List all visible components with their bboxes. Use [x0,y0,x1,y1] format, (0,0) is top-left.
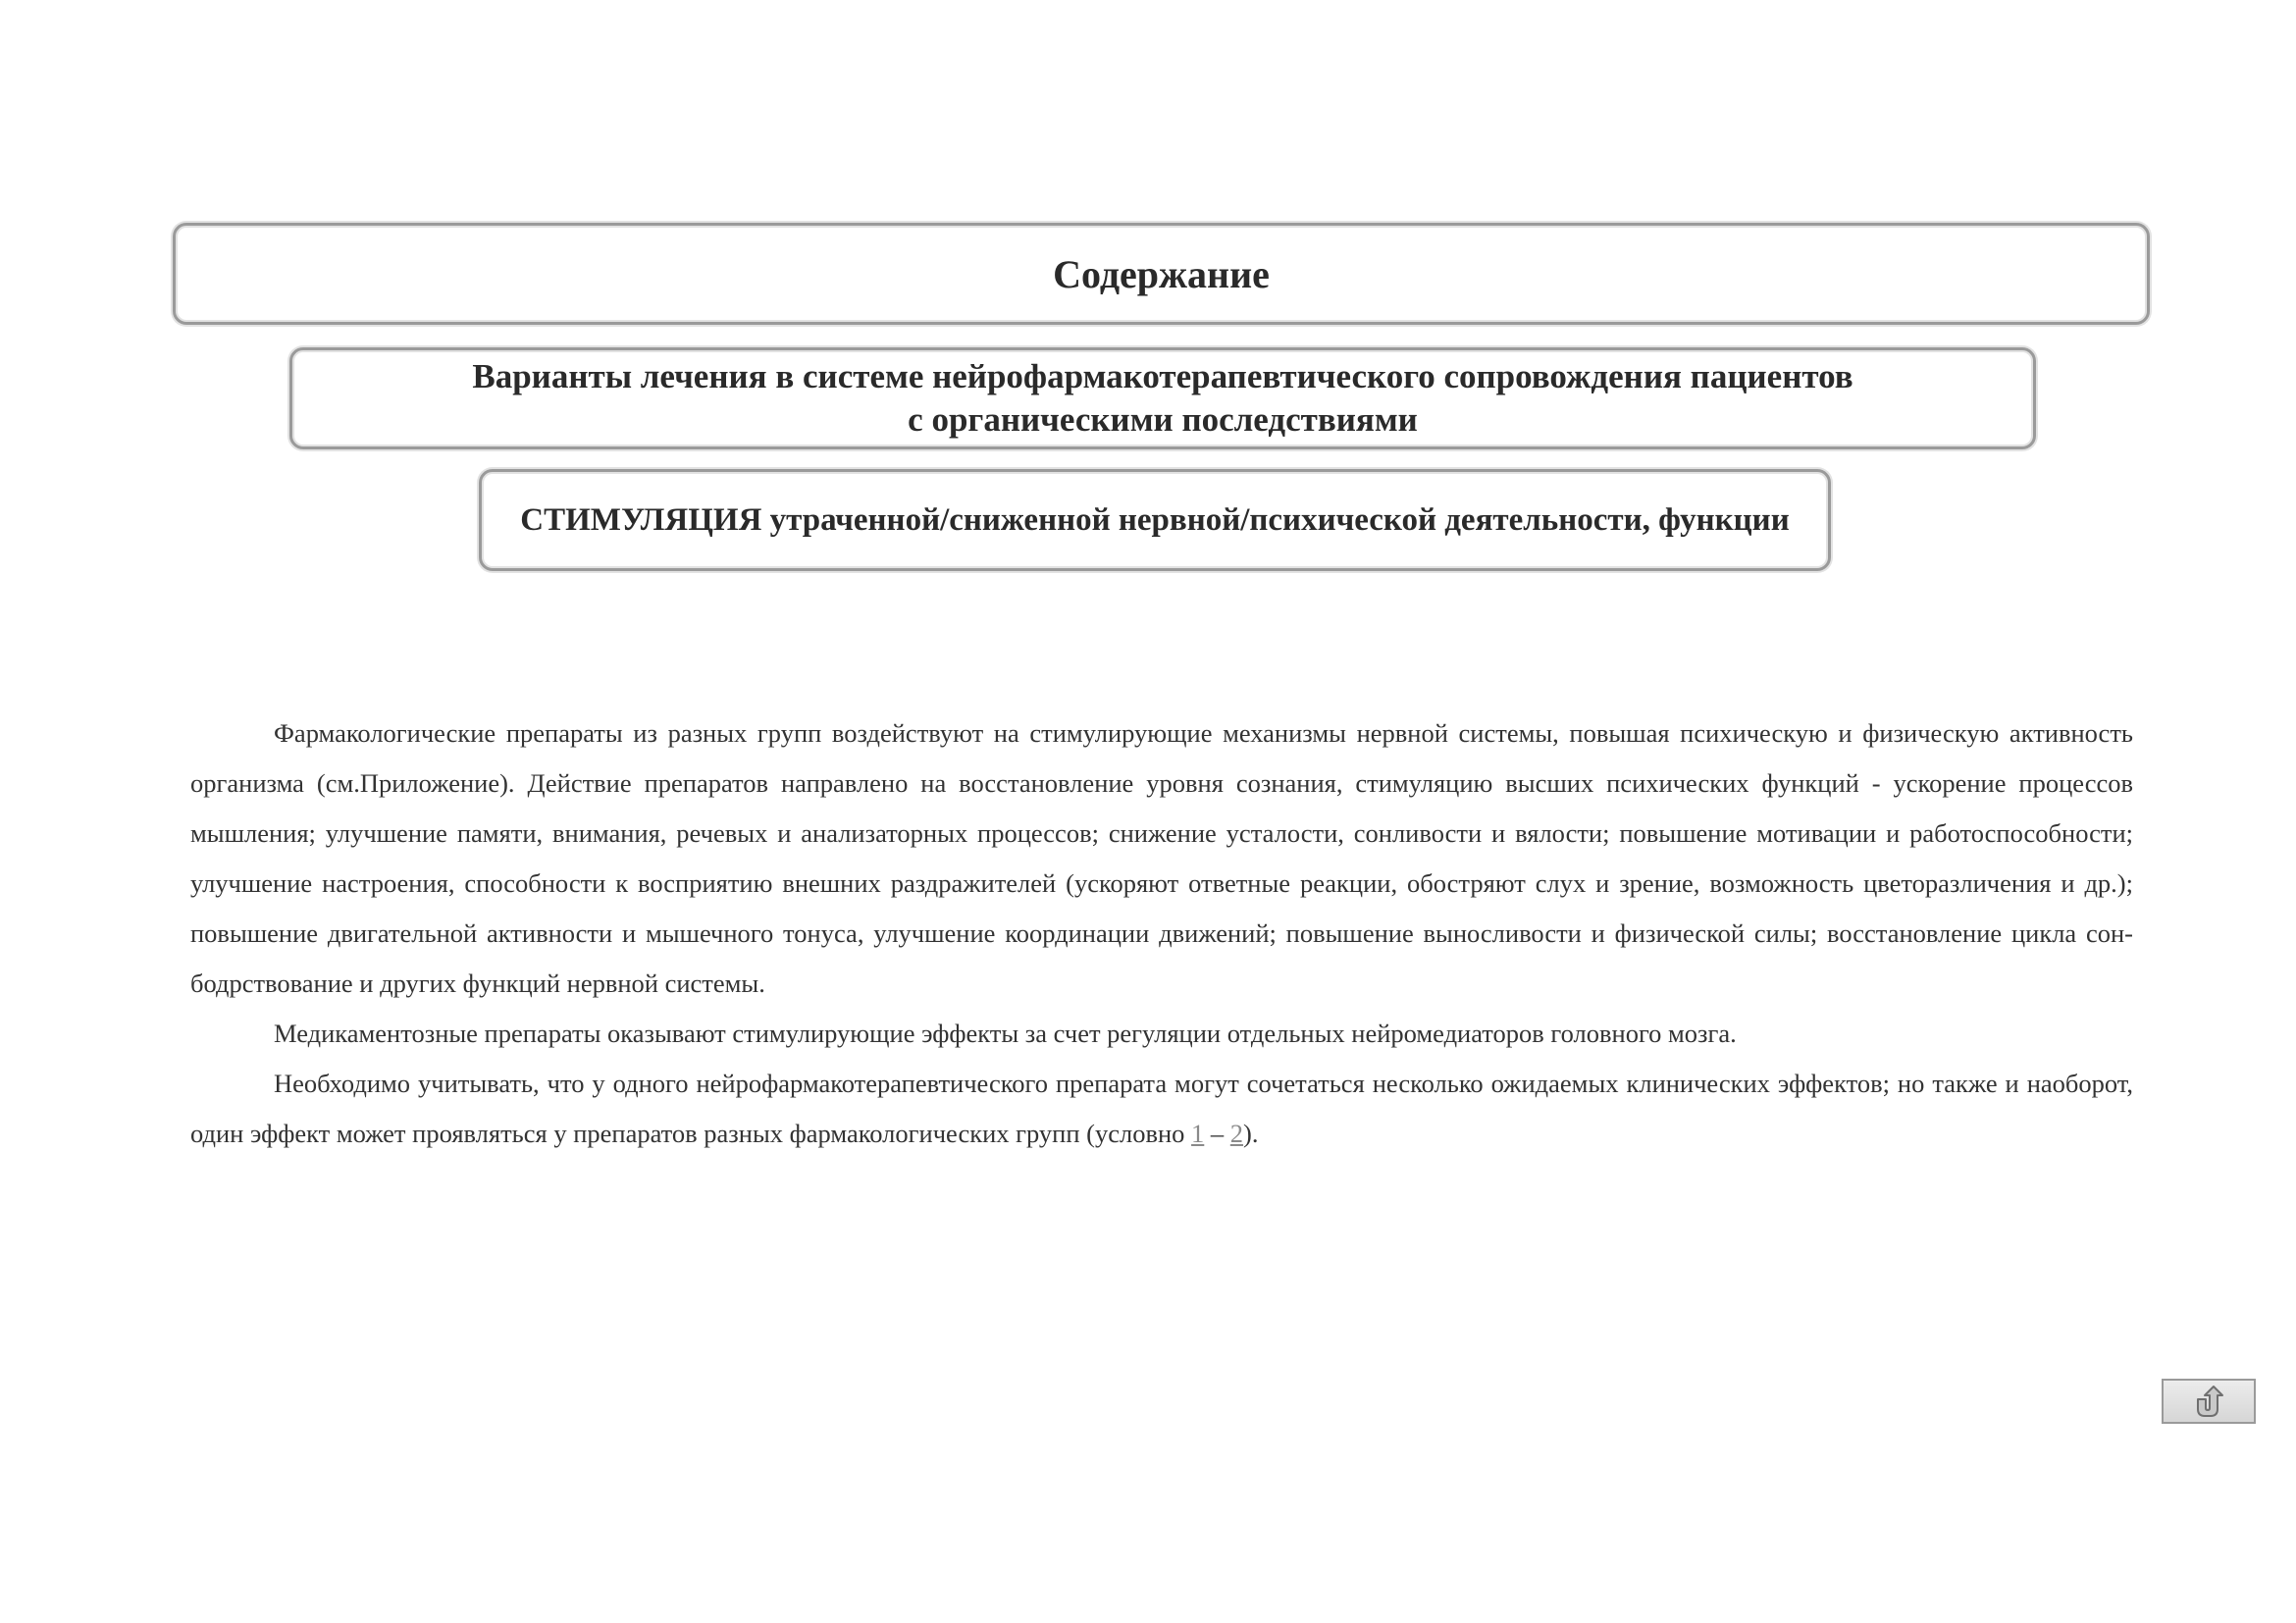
paragraph-3 [190,1059,2133,1159]
back-button[interactable] [2162,1379,2256,1424]
subsection-title-box[interactable] [479,469,1831,571]
subsection-title: СТИМУЛЯЦИЯ утраченной/сниженной нервной/психической деятельности, функции [520,501,1790,538]
contents-header[interactable] [173,223,2150,325]
body-text [190,708,2133,1159]
paragraph-2: Медикаментозные препараты оказывают стимулирующие эффекты за счет регуляции отдельных нейромедиаторов головного мозга. [274,1019,1737,1048]
reference-separator: – [1204,1119,1230,1148]
reference-link-2[interactable]: 2 [1229,1119,1244,1148]
section-title-line-2: с органическими последствиями [908,400,1418,439]
paragraph-3-text: Необходимо учитывать, что у одного нейрофармакотерапевтического препарата могут сочетаться несколько ожидаемых клинических эффектов; но также и наоборот, один эффект может проявляться у препаратов разных фармакологических групп (условно [190,1069,2133,1148]
paragraph-1: Фармакологические препараты из разных групп воздействуют на стимулирующие механизмы нервной системы, повышая психическую и физическую активность организма (см.Приложение). Действие препаратов направлено на восстановление уровня сознания, стимуляцию высших психических функций - ускорение процессов мышления; улучшение памяти, внимания, речевых и анализаторных процессов; снижение усталости, сонливости и вялости; повышение мотивации и работоспособности; улучшение настроения, способности к восприятию внешних раздражителей (ускоряют ответные реакции, обостряют слух и зрение, возможность цветоразличения и др.); повышение двигательной активности и мышечного тонуса, улучшение координации движений; повышение выносливости и физической силы; восстановление цикла сон-бодрствование и других функций нервной системы. [190,718,2133,998]
contents-title: Содержание [1053,251,1270,296]
section-title-box[interactable] [289,347,2036,449]
u-turn-arrow-icon [2187,1384,2230,1419]
reference-link-1[interactable]: 1 [1191,1119,1205,1148]
paragraph-3-end: ). [1243,1119,1259,1148]
section-title-line-1: Варианты лечения в системе нейрофармакотерапевтического сопровождения пациентов [472,357,1853,395]
